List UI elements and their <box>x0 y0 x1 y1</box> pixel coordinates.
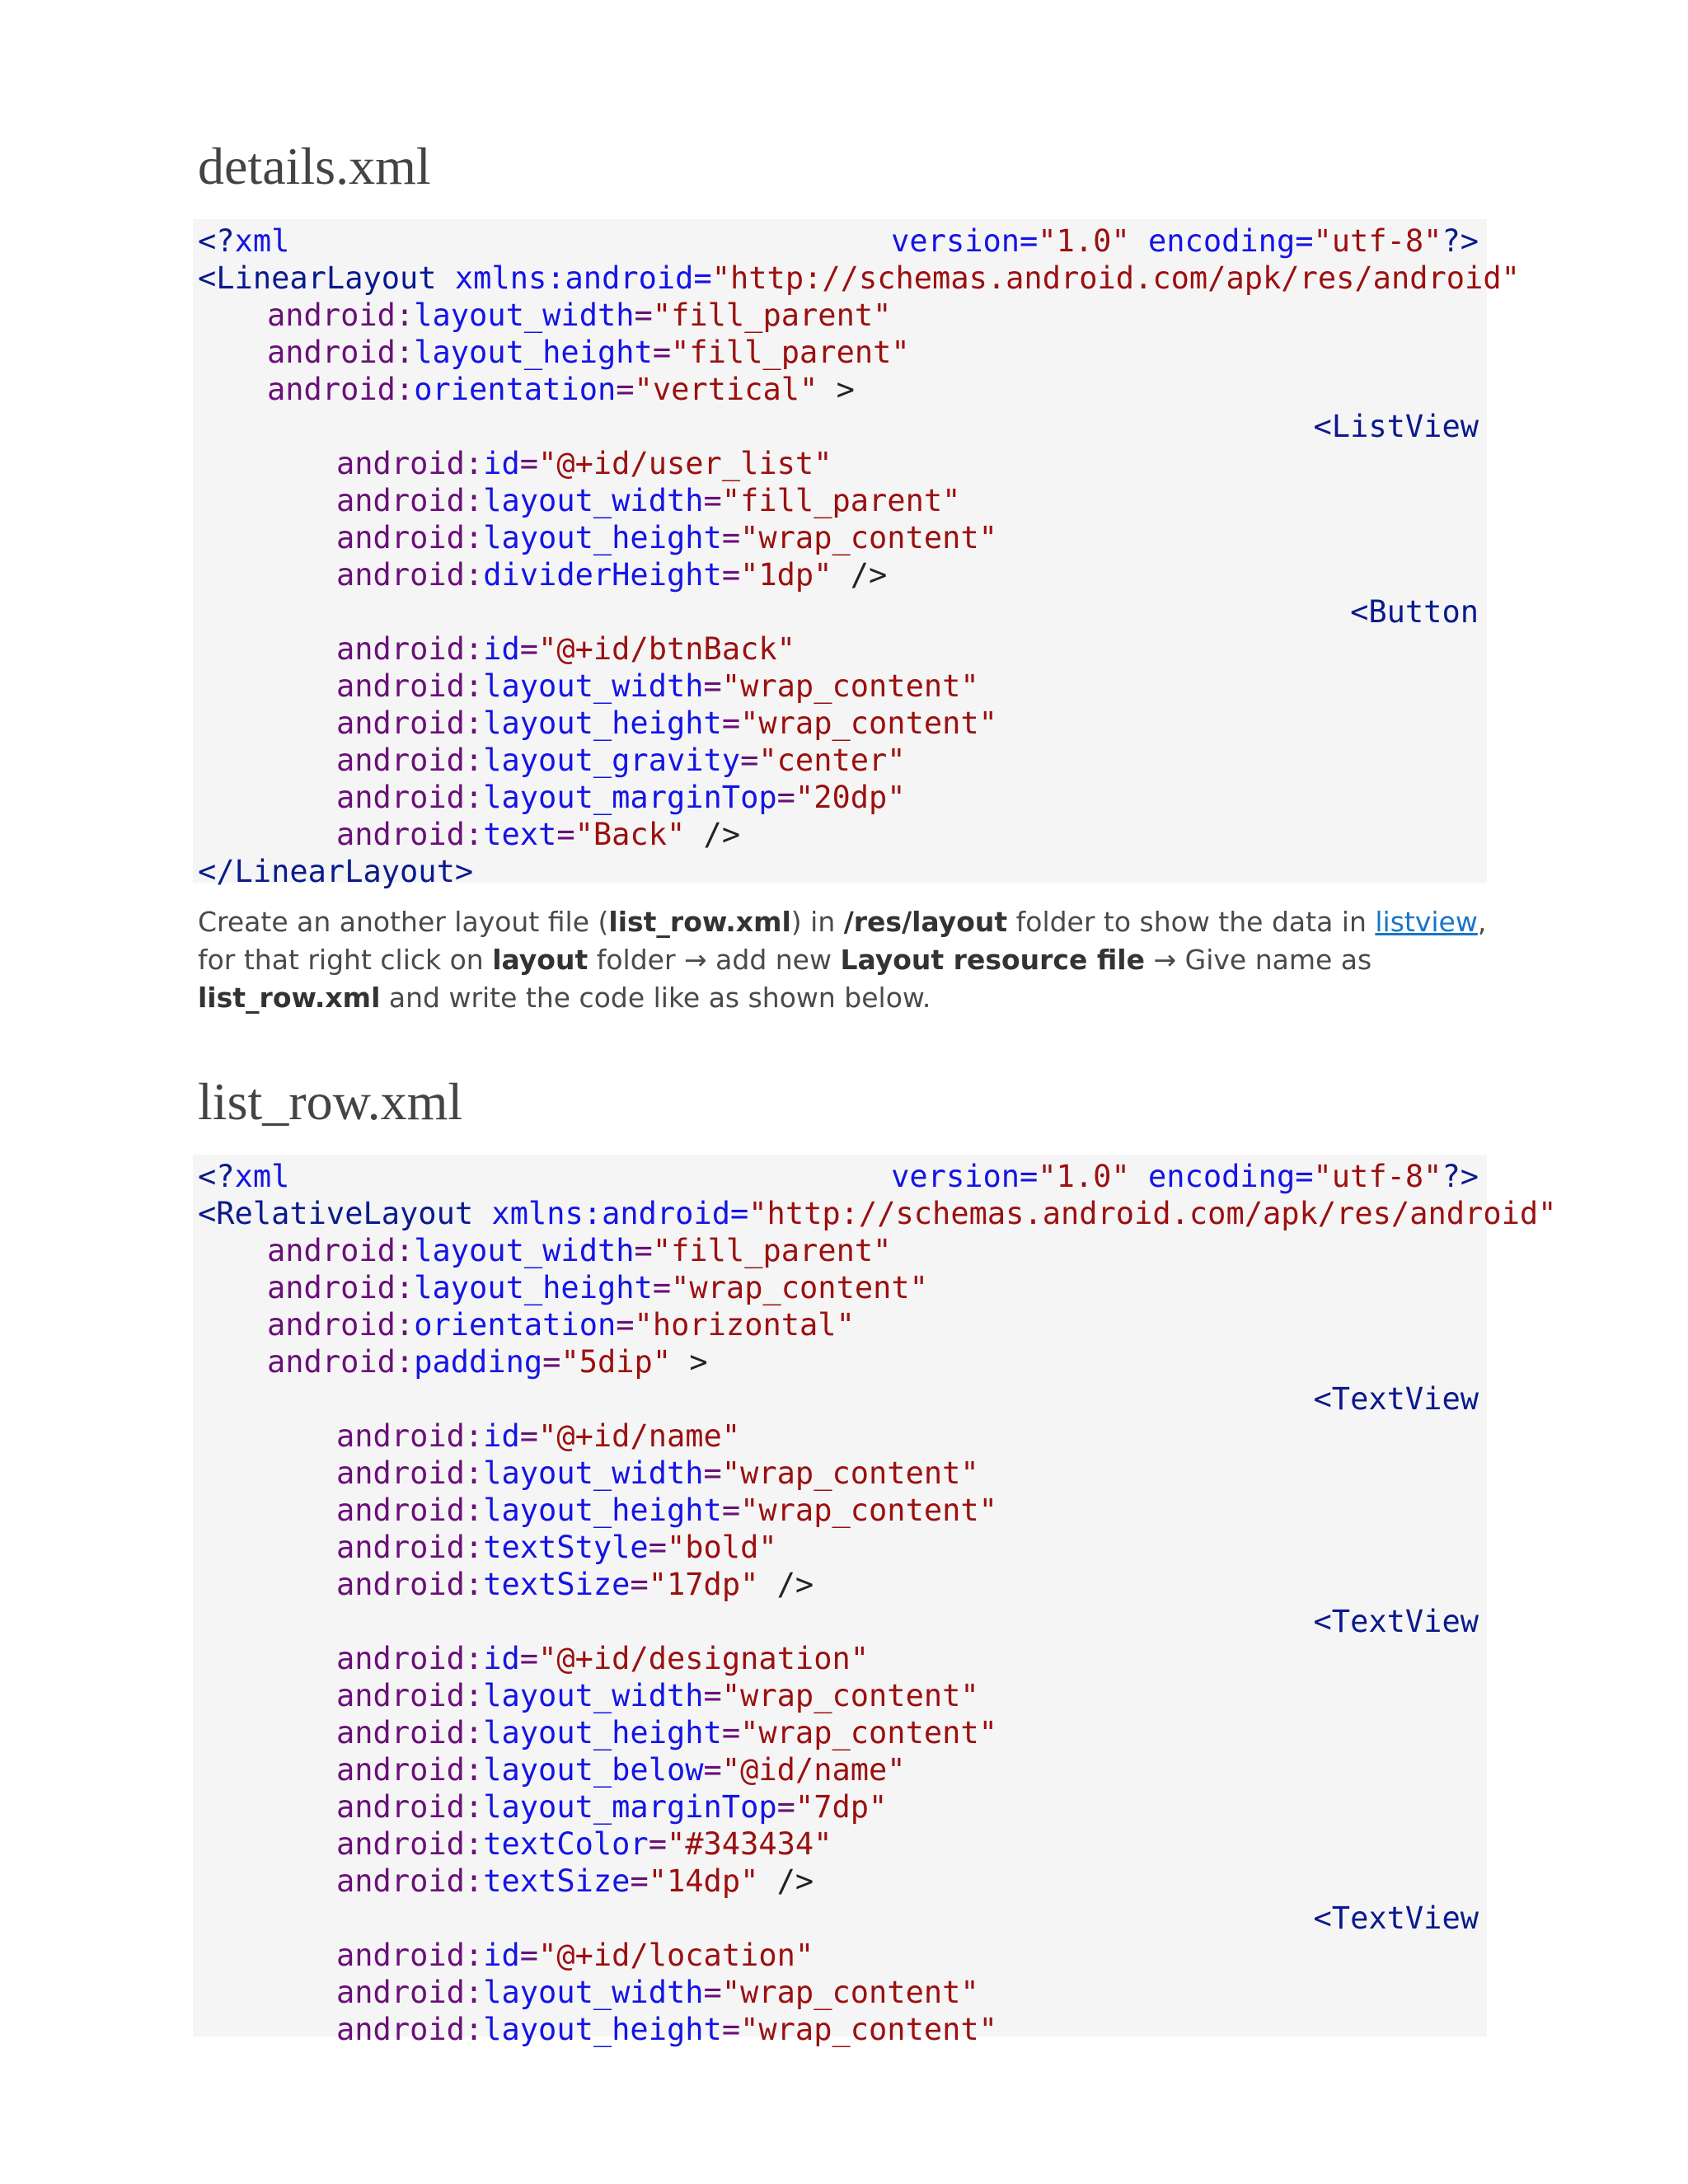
instruction-text: → Give name as <box>1145 944 1372 976</box>
code-token: android: <box>336 743 484 778</box>
code-line-attribute <box>267 334 910 371</box>
code-line-child-tag <box>1314 1603 1479 1640</box>
code-token: android: <box>336 2012 484 2047</box>
section-heading-list-row: list_row.xml <box>198 1072 463 1131</box>
section-heading-details: details.xml <box>198 137 431 195</box>
code-token: xmlns:android= <box>473 1196 749 1231</box>
code-token: "@+id/name" <box>538 1418 741 1454</box>
code-token: <TextView <box>1313 1604 1479 1639</box>
code-token: layout_height <box>483 1493 722 1528</box>
code-token: encoding= <box>1129 1159 1314 1194</box>
code-token: /> <box>832 557 888 593</box>
code-token: = <box>519 1641 539 1676</box>
code-line-root-close <box>198 853 473 890</box>
code-token: textColor <box>483 1826 649 1862</box>
code-token: = <box>616 372 635 407</box>
code-token: layout_width <box>483 1455 704 1491</box>
code-token: "@id/name" <box>721 1752 906 1788</box>
code-token: id <box>483 631 520 667</box>
code-token: "1dp" <box>740 557 832 593</box>
code-token: = <box>703 483 722 518</box>
code-token: <Button <box>1350 594 1479 630</box>
code-token: = <box>648 1530 667 1565</box>
code-token: <ListView <box>1313 409 1479 444</box>
code-token: "utf-8" <box>1313 223 1442 259</box>
code-token: = <box>703 1678 722 1713</box>
code-token: id <box>483 1641 520 1676</box>
code-line-child-tag <box>1350 593 1479 630</box>
code-token: = <box>634 1233 653 1268</box>
code-token: = <box>740 743 759 778</box>
code-token: layout_width <box>483 483 704 518</box>
code-token: xml <box>234 1159 290 1194</box>
code-token: android: <box>336 668 484 704</box>
code-token: "utf-8" <box>1313 1159 1442 1194</box>
code-token: "http://schemas.android.com/apk/res/android" <box>711 260 1520 296</box>
code-token: = <box>721 2012 741 2047</box>
code-line-attribute <box>267 1269 928 1306</box>
code-line-xml-declaration <box>198 223 1479 260</box>
code-token: <? <box>198 223 235 259</box>
code-token: layout_height <box>483 520 722 555</box>
code-line-attribute <box>336 779 906 816</box>
code-token: android: <box>336 1418 484 1454</box>
code-token: = <box>519 1418 539 1454</box>
code-token: layout_height <box>414 335 653 370</box>
code-line-attribute <box>336 1751 906 1788</box>
code-token: layout_width <box>414 298 635 333</box>
code-line-attribute <box>336 1788 887 1825</box>
code-token: "@+id/designation" <box>538 1641 870 1676</box>
instruction-text: folder to show the data in <box>1007 906 1376 938</box>
code-token: = <box>630 1567 649 1602</box>
code-token: "5dip" <box>560 1344 672 1380</box>
code-token: android: <box>336 817 484 852</box>
code-token: android: <box>336 1493 484 1528</box>
code-token: android: <box>336 1826 484 1862</box>
code-line-child-tag <box>1314 1380 1479 1418</box>
code-token: "wrap_content" <box>740 2012 997 2047</box>
code-token: android: <box>336 631 484 667</box>
code-token: "1.0" <box>1038 1159 1130 1194</box>
code-token: version= <box>891 223 1039 259</box>
code-line-attribute <box>336 1677 979 1714</box>
code-line-attribute <box>336 2011 997 2048</box>
code-line-attribute <box>336 445 832 482</box>
code-token: ?> <box>1442 1159 1479 1194</box>
xml-declaration-attrs <box>891 1158 1479 1195</box>
code-line-attribute <box>267 371 855 408</box>
code-token: "wrap_content" <box>740 520 997 555</box>
code-line-attribute <box>336 1418 740 1455</box>
instruction-bold-layout: layout <box>492 944 588 976</box>
xml-declaration-open <box>198 223 289 260</box>
instruction-bold-resource-file: Layout resource file <box>840 944 1145 976</box>
code-token: android: <box>336 1938 484 1973</box>
code-line-child-tag <box>1314 1900 1479 1937</box>
code-token: android: <box>267 1270 415 1305</box>
code-line-attribute <box>336 519 997 556</box>
code-line-attribute <box>336 1714 997 1751</box>
code-token: android: <box>336 1863 484 1899</box>
code-token: id <box>483 1418 520 1454</box>
code-line-attribute <box>336 705 997 742</box>
code-token: <TextView <box>1313 1381 1479 1417</box>
code-token: "14dp" <box>648 1863 759 1899</box>
code-line-attribute <box>336 1455 979 1492</box>
code-token: "Back" <box>574 817 686 852</box>
code-token: "17dp" <box>648 1567 759 1602</box>
code-token: android: <box>336 446 484 481</box>
code-token: textStyle <box>483 1530 649 1565</box>
code-token: "vertical" <box>634 372 818 407</box>
code-token: = <box>630 1863 649 1899</box>
instruction-text: Create an another layout file ( <box>198 906 609 938</box>
code-token: /> <box>758 1567 814 1602</box>
code-line-attribute <box>267 297 891 334</box>
code-token: android: <box>336 1715 484 1750</box>
code-token: <TextView <box>1313 1900 1479 1936</box>
code-token: layout_height <box>483 1715 722 1750</box>
code-token: android: <box>336 705 484 741</box>
code-token: "wrap_content" <box>671 1270 928 1305</box>
code-token: padding <box>414 1344 543 1380</box>
code-line-attribute <box>267 1232 891 1269</box>
code-token: = <box>703 1455 722 1491</box>
code-token: = <box>721 520 741 555</box>
code-token: android: <box>336 1530 484 1565</box>
code-token: "bold" <box>666 1530 777 1565</box>
code-token: "1.0" <box>1038 223 1130 259</box>
instruction-bold-filename: list_row.xml <box>608 906 791 938</box>
code-token: android: <box>336 1975 484 2010</box>
code-line-attribute <box>336 742 906 779</box>
code-token: "@+id/btnBack" <box>538 631 795 667</box>
code-token: layout_gravity <box>483 743 741 778</box>
instruction-paragraph <box>198 903 1496 1017</box>
code-token: android: <box>336 1752 484 1788</box>
xml-declaration-open <box>198 1158 289 1195</box>
code-line-attribute <box>336 1825 832 1863</box>
code-token: "wrap_content" <box>721 1678 979 1713</box>
code-token: <LinearLayout <box>198 260 437 296</box>
code-token: "fill_parent" <box>721 483 961 518</box>
code-token: xmlns:android= <box>436 260 712 296</box>
code-token: ?> <box>1442 223 1479 259</box>
code-token: = <box>721 1715 741 1750</box>
code-token: layout_width <box>483 1678 704 1713</box>
code-token: android: <box>336 520 484 555</box>
code-line-root-open <box>198 260 1520 297</box>
code-line-attribute <box>336 1529 777 1566</box>
code-token: encoding= <box>1129 223 1314 259</box>
code-token: = <box>652 335 672 370</box>
code-line-attribute <box>336 630 795 668</box>
code-token: android: <box>267 1233 415 1268</box>
code-token: = <box>616 1307 635 1343</box>
code-token: "horizontal" <box>634 1307 855 1343</box>
code-token: "wrap_content" <box>740 1715 997 1750</box>
code-token: android: <box>267 372 415 407</box>
code-token: android: <box>336 483 484 518</box>
code-token: = <box>703 1975 722 2010</box>
code-token: layout_width <box>483 668 704 704</box>
code-token: <RelativeLayout <box>198 1196 474 1231</box>
instruction-bold-folder-path: /res/layout <box>843 906 1008 938</box>
code-token: = <box>703 668 722 704</box>
code-token: "#343434" <box>666 1826 832 1862</box>
code-token: android: <box>336 1641 484 1676</box>
code-token: "fill_parent" <box>652 1233 892 1268</box>
code-token: = <box>634 298 653 333</box>
code-token: </LinearLayout> <box>198 854 474 889</box>
code-token: android: <box>336 557 484 593</box>
code-token: version= <box>891 1159 1039 1194</box>
code-token: = <box>519 1938 539 1973</box>
code-token: = <box>519 631 539 667</box>
code-token: layout_width <box>414 1233 635 1268</box>
code-token: <? <box>198 1159 235 1194</box>
instruction-text: folder → add new <box>588 944 841 976</box>
code-token: = <box>776 780 795 815</box>
code-token: = <box>556 817 575 852</box>
code-token: "http://schemas.android.com/apk/res/android" <box>748 1196 1557 1231</box>
code-token: android: <box>267 335 415 370</box>
xml-declaration-attrs <box>891 223 1479 260</box>
code-token: layout_marginTop <box>483 780 777 815</box>
code-token: = <box>721 557 741 593</box>
code-line-attribute <box>336 1640 869 1677</box>
code-line-attribute <box>267 1343 708 1380</box>
code-token: = <box>648 1826 667 1862</box>
code-token: = <box>519 446 539 481</box>
code-token: "@+id/user_list" <box>538 446 832 481</box>
code-token: textSize <box>483 1567 631 1602</box>
code-token: "fill_parent" <box>671 335 910 370</box>
code-token: "7dp" <box>795 1789 888 1825</box>
code-line-attribute <box>336 1492 997 1529</box>
code-token: > <box>818 372 855 407</box>
code-line-xml-declaration <box>198 1158 1479 1195</box>
code-token: orientation <box>414 1307 617 1343</box>
code-block-list-row-xml <box>193 1155 1557 2047</box>
code-token: "wrap_content" <box>721 1455 979 1491</box>
code-line-child-tag <box>1314 408 1479 445</box>
code-line-attribute <box>336 556 887 593</box>
code-token: = <box>721 705 741 741</box>
code-line-root-open <box>198 1195 1556 1232</box>
code-line-attribute <box>336 1863 814 1900</box>
code-token: android: <box>336 1789 484 1825</box>
code-token: layout_height <box>414 1270 653 1305</box>
code-token: = <box>652 1270 672 1305</box>
code-token: layout_height <box>483 2012 722 2047</box>
code-token: "wrap_content" <box>740 1493 997 1528</box>
code-token: "center" <box>758 743 906 778</box>
code-token: "@+id/location" <box>538 1938 814 1973</box>
code-token: layout_below <box>483 1752 704 1788</box>
code-token: android: <box>336 1678 484 1713</box>
code-token: /> <box>758 1863 814 1899</box>
code-token: = <box>721 1493 741 1528</box>
code-token: "20dp" <box>795 780 906 815</box>
code-token: orientation <box>414 372 617 407</box>
instruction-text: , for that right click on <box>198 906 1487 976</box>
code-token: android: <box>336 1455 484 1491</box>
code-block-details-xml <box>193 219 1520 889</box>
code-token: android: <box>336 780 484 815</box>
code-token: android: <box>267 1344 415 1380</box>
code-token: xml <box>234 223 290 259</box>
code-token: layout_height <box>483 705 722 741</box>
code-token: id <box>483 446 520 481</box>
instruction-text: and write the code like as shown below. <box>380 982 931 1014</box>
code-token: "fill_parent" <box>652 298 892 333</box>
code-token: textSize <box>483 1863 631 1899</box>
code-token: "wrap_content" <box>721 1975 979 2010</box>
code-token: "wrap_content" <box>740 705 997 741</box>
code-line-attribute <box>267 1306 855 1343</box>
code-line-attribute <box>336 1974 979 2011</box>
code-token: android: <box>336 1567 484 1602</box>
code-line-attribute <box>336 668 979 705</box>
code-token: layout_width <box>483 1975 704 2010</box>
code-token: = <box>776 1789 795 1825</box>
code-token: "wrap_content" <box>721 668 979 704</box>
code-token: id <box>483 1938 520 1973</box>
code-line-attribute <box>336 816 740 853</box>
listview-link[interactable]: listview <box>1375 906 1478 938</box>
instruction-bold-filename: list_row.xml <box>198 982 381 1014</box>
code-token: > <box>671 1344 708 1380</box>
code-token: text <box>483 817 557 852</box>
code-token: android: <box>267 298 415 333</box>
code-line-attribute <box>336 1937 814 1974</box>
code-line-attribute <box>336 1566 814 1603</box>
code-token: dividerHeight <box>483 557 722 593</box>
code-token: /> <box>685 817 741 852</box>
code-token: = <box>703 1752 722 1788</box>
code-token: layout_marginTop <box>483 1789 777 1825</box>
instruction-text: ) in <box>790 906 844 938</box>
code-line-attribute <box>336 482 960 519</box>
code-token: android: <box>267 1307 415 1343</box>
code-token: = <box>542 1344 561 1380</box>
